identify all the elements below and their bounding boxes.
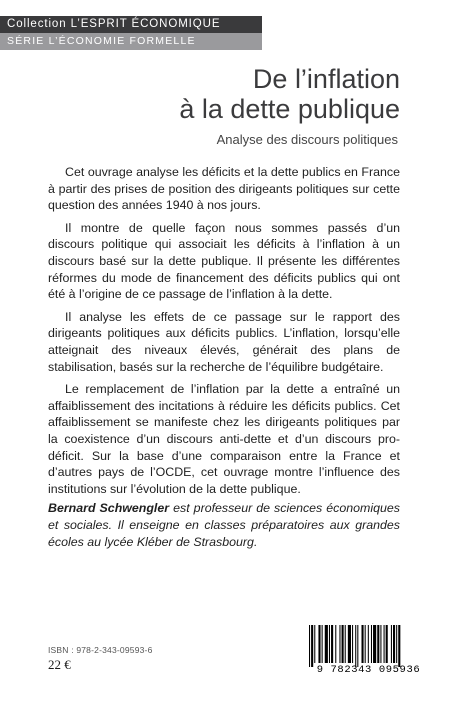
- barcode-bar: [391, 625, 392, 663]
- barcode-bar: [352, 625, 353, 663]
- barcode-bar: [309, 625, 310, 667]
- barcode-bar: [339, 625, 340, 663]
- barcode-bar: [380, 625, 381, 663]
- book-subtitle: Analyse des discours politiques: [216, 132, 398, 147]
- barcode-bar: [355, 625, 356, 667]
- barcode-bar: [396, 625, 397, 663]
- barcode-digits: 9 782343 095936: [316, 664, 421, 676]
- collection-banner: [0, 16, 262, 33]
- author-name: Bernard Schwengler: [48, 501, 170, 515]
- barcode-bar: [373, 625, 376, 663]
- author-note: [48, 500, 400, 551]
- book-title: [40, 64, 400, 124]
- serie-banner: [0, 33, 262, 50]
- back-cover-summary: [48, 164, 400, 503]
- isbn-text: ISBN : 978-2-343-09593-6: [48, 645, 153, 655]
- title-line-1: De l’inflation: [252, 64, 400, 94]
- barcode-bar: [335, 625, 336, 663]
- barcode-bar: [362, 625, 364, 663]
- barcode-bar: [342, 625, 344, 663]
- serie-label: SÉRIE L’ÉCONOMIE FORMELLE: [7, 35, 196, 47]
- barcode-bar: [365, 625, 366, 663]
- barcode-bar: [368, 625, 369, 663]
- collection-label: Collection L’ESPRIT ÉCONOMIQUE: [7, 18, 221, 30]
- summary-paragraph: Il montre de quelle façon nous sommes passés d’un discours politique qui associait les déficits à l’inflation à un discours basé sur la dette publique. Il présente les différentes réformes du mode de financement des déficits publics qui ont été à l’origine de ce passage de l’inflation à la dette.: [48, 220, 400, 302]
- barcode-bar: [371, 625, 372, 663]
- barcode-bar: [322, 625, 323, 663]
- barcode-bar: [377, 625, 379, 663]
- barcode-bar: [398, 625, 400, 667]
- author-bio: est professeur de sciences économiques et sociales. Il enseigne en classes préparatoires aux grandes écoles au lycée Kléber de Strasbourg.: [48, 501, 400, 549]
- summary-paragraph: Cet ouvrage analyse les déficits et la dette publics en France à partir des prises de position des dirigeants politiques sur cette question des années 1940 à nos jours.: [48, 165, 400, 213]
- barcode-bar: [357, 625, 358, 667]
- barcode-bar: [311, 625, 313, 667]
- barcode-bar: [384, 625, 385, 663]
- barcode-bar: [314, 625, 315, 663]
- price-text: 22 €: [48, 657, 71, 672]
- title-line-2: à la dette publique: [179, 94, 400, 124]
- summary-paragraph: Il analyse les effets de ce passage sur le rapport des dirigeants politiques aux déficits publics. L’inflation, lorsqu’elle atteignait des niveaux élevés, générait des plans de stabilisation, basés sur la recherche de l’équilibre budgétaire.: [48, 309, 400, 374]
- barcode-bar: [345, 625, 346, 663]
- barcode-bar: [329, 625, 330, 663]
- barcode-bar: [318, 625, 320, 663]
- barcode-bar: [348, 625, 351, 663]
- summary-paragraph: Le remplacement de l’inflation par la dette a entraîné un affaiblissement des incitations à réduire les déficits publics. Cet affaiblissement se manifeste chez les dirigeants politiques par la coexistence d’un discours anti-dette et d’un discours pro-déficit. Sur la base d’une comparaison entre la France et d’autres pays de l’OCDE, cet ouvrage montre l’influence des institutions sur l’évolution de la dette publique.: [48, 382, 400, 496]
- barcode-bar: [386, 625, 388, 663]
- barcode-bar: [393, 625, 395, 663]
- barcode-bar: [325, 625, 328, 663]
- barcode-bar: [331, 625, 333, 663]
